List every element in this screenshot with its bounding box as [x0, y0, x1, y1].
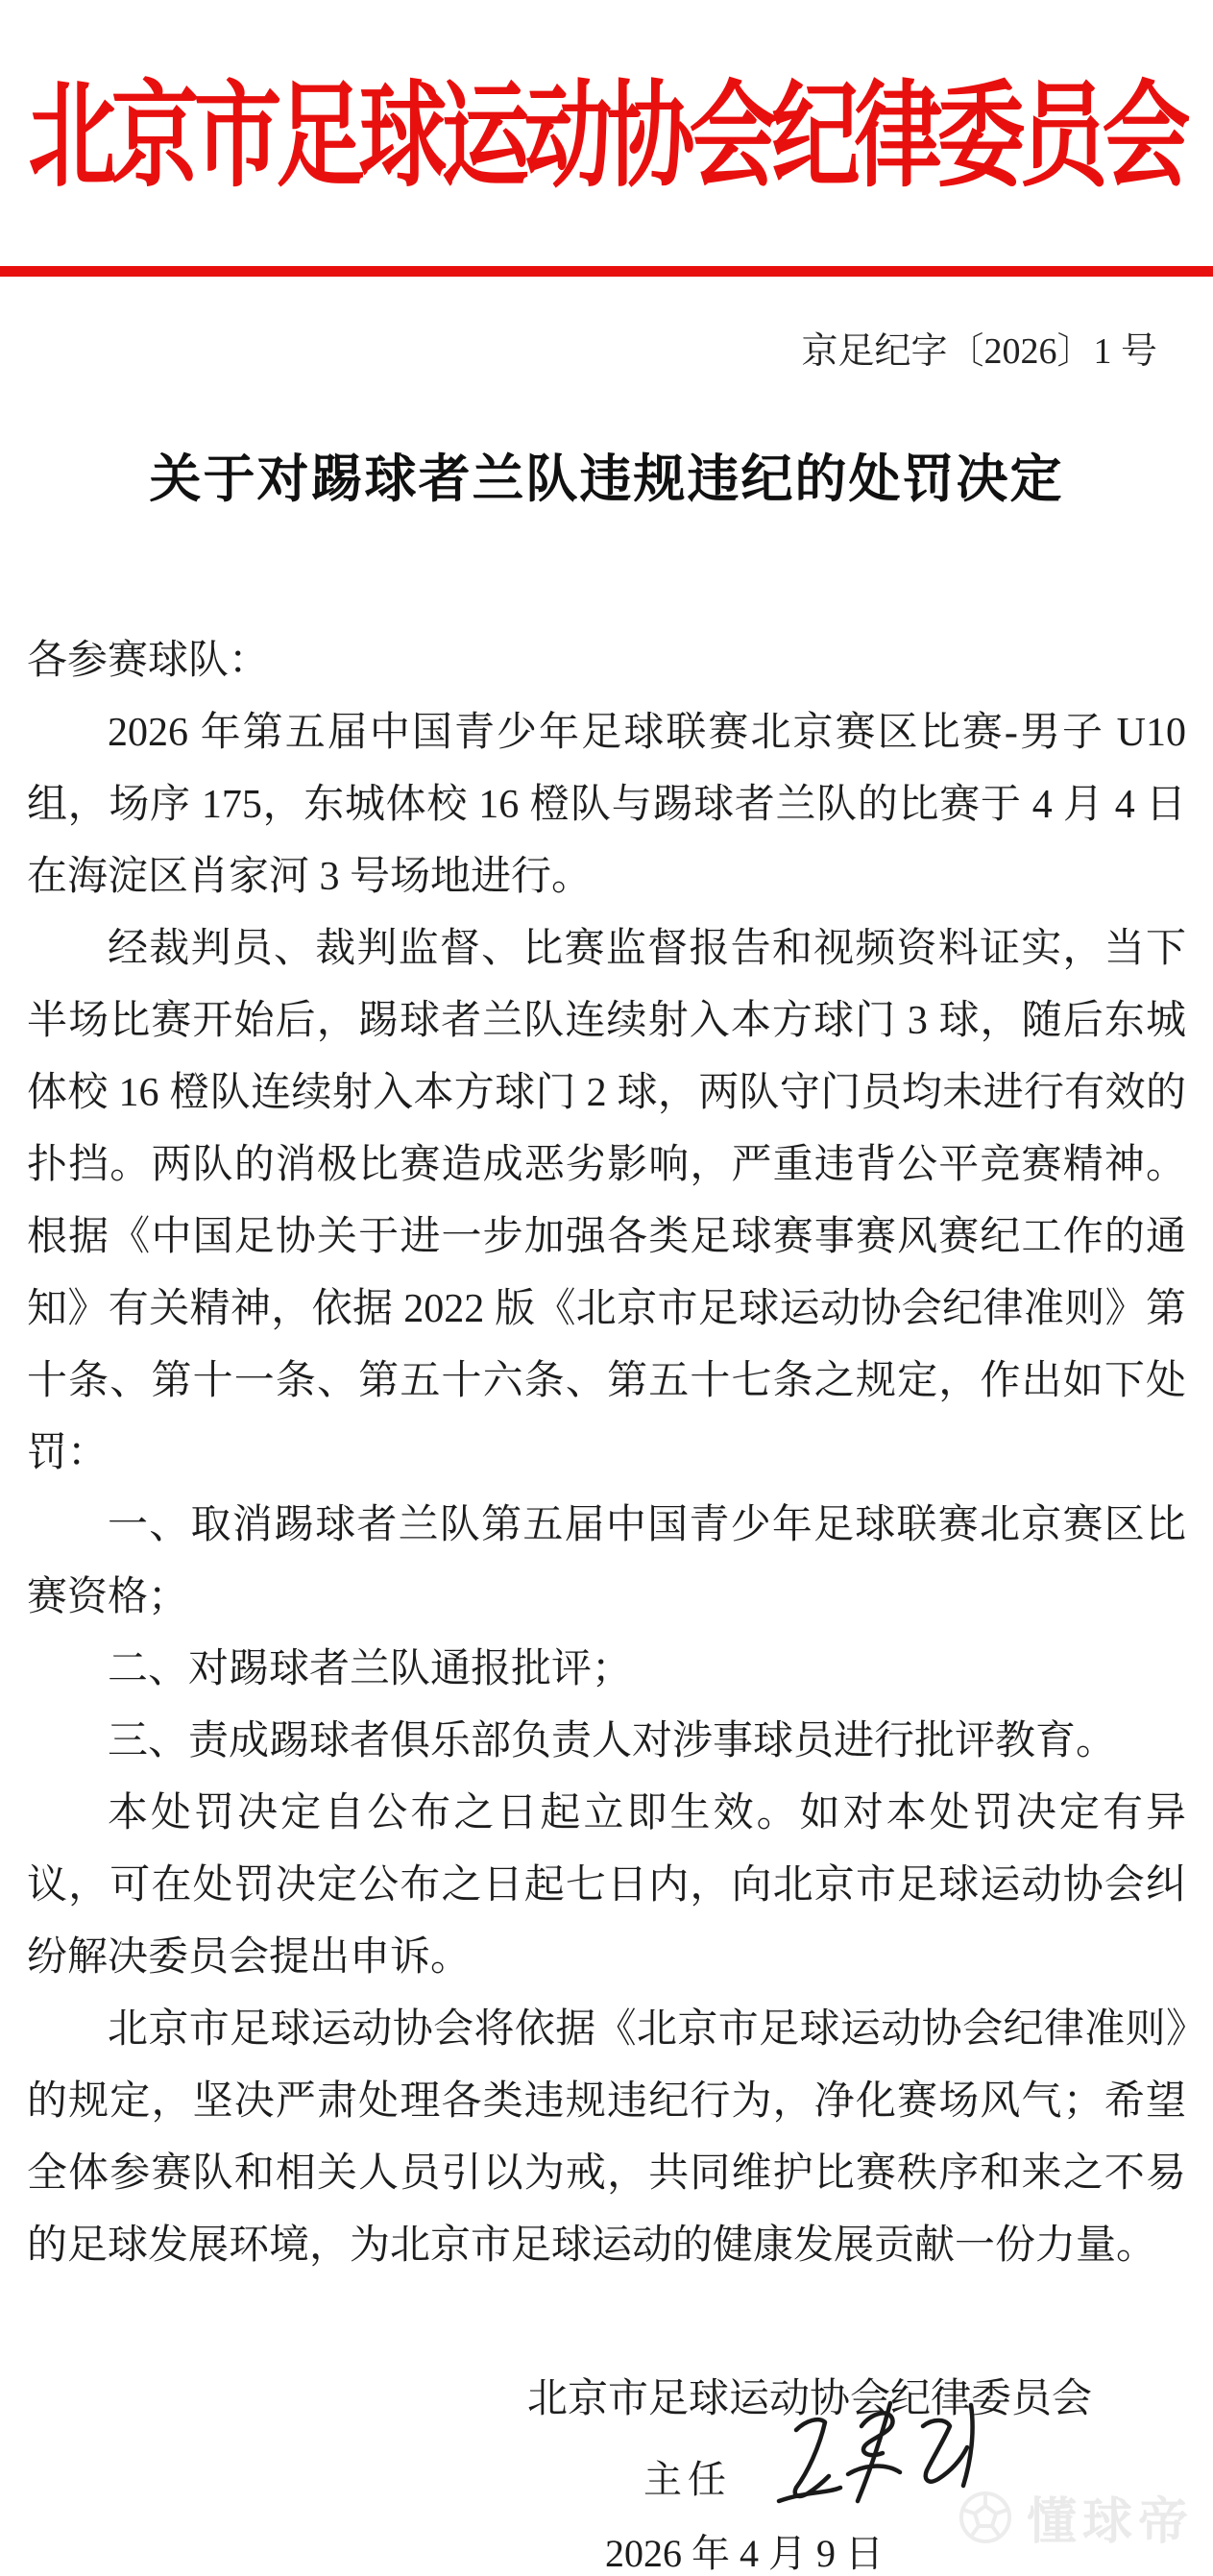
signature-role: 主任 [643, 2458, 732, 2501]
paragraph-findings: 经裁判员、裁判监督、比赛监督报告和视频资料证实，当下半场比赛开始后，踢球者兰队连续射入本方球门 3 球，随后东城体校 16 橙队连续射入本方球门 2 球，两队守门员均未进行有效的扑挡。两队的消极比赛造成恶劣影响，严重违背公平竞赛精神。根据《中国足协关于进一步加强各类足球赛事赛风赛纪工作的通知》有关精神，依据 2022 版《北京市足球运动协会纪律准则》第十条、第十一条、第五十六条、第五十七条之规定，作出如下处罚： [27, 927, 1186, 1475]
document-body [27, 625, 1186, 2282]
decision-item-1: 一、取消踢球者兰队第五届中国青少年足球联赛北京赛区比赛资格； [27, 1503, 1186, 1619]
decision-item-3: 三、责成踢球者俱乐部负责人对涉事球员进行批评教育。 [108, 1719, 1117, 1763]
letterhead-org-title: 北京市足球运动协会纪律委员会 [28, 72, 1185, 201]
watermark-text: 懂球帝 [1026, 2494, 1194, 2550]
paragraph-intro: 2026 年第五届中国青少年足球联赛北京赛区比赛-男子 U10 组，场序 175，东城体校 16 橙队与踢球者兰队的比赛于 4 月 4 日在海淀区肖家河 3 号场地进行。 [27, 711, 1186, 899]
signature-org: 北京市足球运动协会纪律委员会 [526, 2377, 1092, 2421]
watermark [958, 2481, 1194, 2553]
paragraph-effective-appeal: 本处罚决定自公布之日起立即生效。如对本处罚决定有异议，可在处罚决定公布之日起七日内，向北京市足球运动协会纠纷解决委员会提出申诉。 [27, 1791, 1186, 1980]
letterhead-divider [0, 266, 1213, 277]
paragraph-closing: 北京市足球运动协会将依据《北京市足球运动协会纪律准则》的规定，坚决严肃处理各类违规违纪行为，净化赛场风气；希望全体参赛队和相关人员引以为戒，共同维护比赛秩序和来之不易的足球发展环境，为北京市足球运动的健康发展贡献一份力量。 [27, 2007, 1186, 2268]
decision-item-2: 二、对踢球者兰队通报批评； [108, 1647, 633, 1691]
signature-date: 2026 年 4 月 9 日 [605, 2532, 884, 2575]
letterhead [0, 0, 1213, 378]
doc-number: 京足纪字〔2026〕1 号 [801, 331, 1157, 372]
football-logo-icon [958, 2490, 1013, 2545]
salutation: 各参赛球队： [27, 639, 270, 683]
doc-title: 关于对踢球者兰队违规违纪的处罚决定 [149, 450, 1064, 508]
